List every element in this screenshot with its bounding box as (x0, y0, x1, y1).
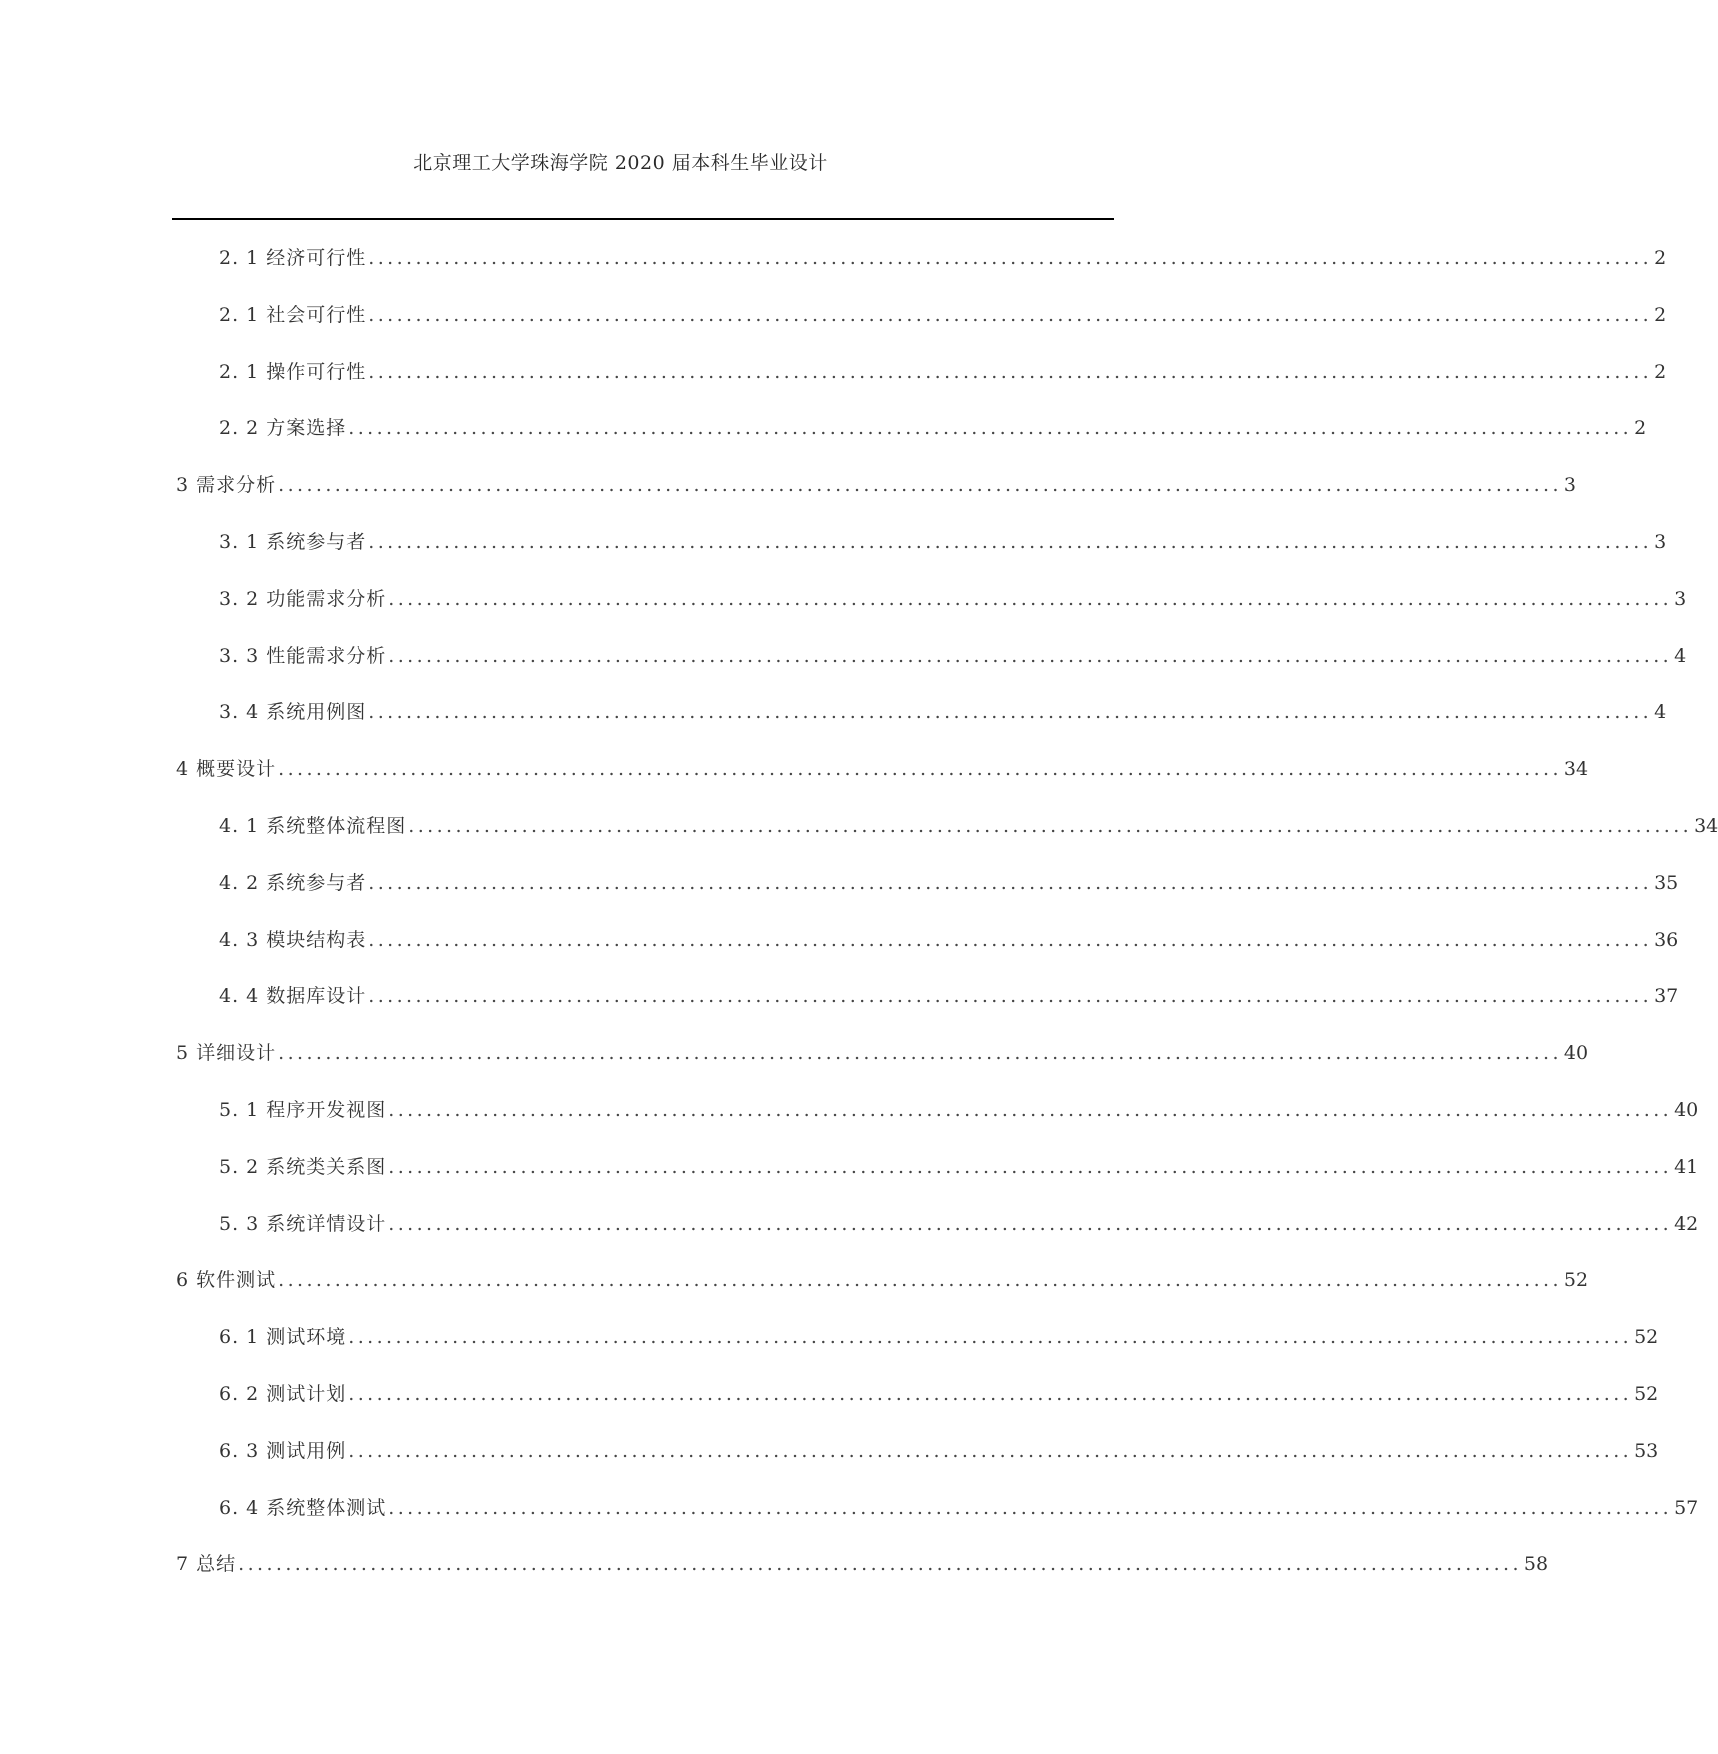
toc-entry-title: 2. 2 方案选择 (219, 417, 347, 440)
toc-entry-title: 2. 1 社会可行性 (219, 303, 367, 326)
toc-dot-leader: ........................................................................................................................................ (368, 303, 1653, 326)
toc-entry[interactable] (176, 470, 1577, 500)
toc-entry-page: 57 (1674, 1496, 1699, 1519)
toc-entry-page: 52 (1634, 1383, 1659, 1405)
toc-entry-title: 4 概要设计 (176, 758, 277, 781)
toc-dot-leader: ........................................................................................................................................ (388, 1155, 1673, 1178)
toc-entry-page: 52 (1634, 1326, 1659, 1349)
toc-entry-title: 6. 3 测试用例 (219, 1439, 347, 1462)
toc-entry[interactable] (219, 527, 1667, 557)
toc-entry[interactable] (176, 1265, 1589, 1295)
toc-entry-title: 3. 4 系统用例图 (219, 701, 367, 724)
toc-entry-title: 2. 1 操作可行性 (219, 360, 367, 383)
toc-dot-leader: ........................................................................................................................................ (348, 417, 1633, 440)
toc-entry[interactable] (219, 584, 1687, 614)
toc-entry[interactable] (219, 1152, 1699, 1182)
toc-entry[interactable] (219, 357, 1667, 387)
toc-entry[interactable] (219, 981, 1679, 1011)
toc-entry-page: 34 (1563, 758, 1589, 781)
toc-dot-leader: ........................................................................................................................................ (388, 1212, 1673, 1235)
toc-entry-page: 37 (1654, 985, 1679, 1008)
toc-entry-page: 41 (1674, 1155, 1699, 1178)
toc-dot-leader: ........................................................................................................................................ (348, 1383, 1633, 1405)
toc-dot-leader: ........................................................................................................................................ (408, 815, 1693, 837)
toc-entry-title: 5. 3 系统详情设计 (219, 1212, 387, 1235)
toc-entry[interactable] (219, 868, 1679, 898)
toc-entry-title: 3 需求分析 (176, 474, 277, 497)
toc-entry[interactable] (176, 754, 1589, 784)
toc-entry-page: 4 (1674, 644, 1687, 667)
toc-entry-page: 3 (1674, 587, 1687, 610)
toc-entry-page: 2 (1654, 247, 1667, 269)
toc-entry[interactable] (219, 1209, 1699, 1239)
toc-entry-title: 6. 1 测试环境 (219, 1326, 347, 1349)
toc-entry-page: 2 (1634, 417, 1647, 440)
toc-dot-leader: ........................................................................................................................................ (368, 985, 1653, 1008)
toc-entry-page: 2 (1654, 303, 1667, 326)
toc-entry[interactable] (176, 1038, 1589, 1068)
toc-dot-leader: ........................................................................................................................................ (238, 1553, 1522, 1576)
toc-entry-title: 2. 1 经济可行性 (219, 247, 367, 269)
toc-dot-leader: ........................................................................................................................................ (278, 1269, 1562, 1292)
toc-entry[interactable] (219, 413, 1647, 443)
toc-dot-leader: ........................................................................................................................................ (278, 1042, 1562, 1065)
toc-entry-title: 3. 1 系统参与者 (219, 531, 367, 553)
toc-entry-title: 7 总结 (176, 1553, 237, 1576)
toc-dot-leader: ........................................................................................................................................ (348, 1326, 1633, 1349)
toc-entry-title: 4. 1 系统整体流程图 (219, 815, 407, 837)
toc-entry[interactable] (219, 243, 1667, 273)
toc-entry[interactable] (219, 1436, 1659, 1466)
toc-dot-leader: ........................................................................................................................................ (278, 474, 1562, 497)
toc-entry-title: 6. 2 测试计划 (219, 1383, 347, 1405)
toc-entry-page: 34 (1694, 815, 1718, 837)
toc-entry-title: 3. 3 性能需求分析 (219, 644, 387, 667)
toc-entry-title: 3. 2 功能需求分析 (219, 587, 387, 610)
toc-entry[interactable] (219, 1379, 1659, 1409)
toc-entry[interactable] (219, 697, 1667, 727)
toc-entry[interactable] (219, 1322, 1659, 1352)
toc-entry-page: 3 (1563, 474, 1577, 497)
toc-dot-leader: ........................................................................................................................................ (388, 644, 1673, 667)
toc-dot-leader: ........................................................................................................................................ (388, 1496, 1673, 1519)
header-divider (172, 218, 1114, 220)
toc-entry-title: 5. 2 系统类关系图 (219, 1155, 387, 1178)
toc-entry[interactable] (176, 1549, 1549, 1579)
toc-dot-leader: ........................................................................................................................................ (368, 247, 1653, 269)
toc-entry-title: 4. 3 模块结构表 (219, 928, 367, 951)
toc-entry-page: 4 (1654, 701, 1667, 724)
toc-entry-title: 6. 4 系统整体测试 (219, 1496, 387, 1519)
toc-entry[interactable] (219, 300, 1667, 330)
toc-dot-leader: ........................................................................................................................................ (368, 701, 1653, 724)
toc-entry[interactable] (219, 1095, 1699, 1125)
toc-entry-title: 4. 2 系统参与者 (219, 871, 367, 894)
toc-entry-page: 3 (1654, 531, 1667, 553)
toc-entry-page: 40 (1674, 1099, 1699, 1121)
toc-dot-leader: ........................................................................................................................................ (348, 1439, 1633, 1462)
toc-dot-leader: ........................................................................................................................................ (368, 360, 1653, 383)
toc-entry-page: 40 (1563, 1042, 1589, 1065)
toc-entry-title: 4. 4 数据库设计 (219, 985, 367, 1008)
toc-entry-page: 35 (1654, 871, 1679, 894)
toc-entry-title: 5. 1 程序开发视图 (219, 1099, 387, 1121)
toc-entry-page: 36 (1654, 928, 1679, 951)
toc-dot-leader: ........................................................................................................................................ (388, 587, 1673, 610)
toc-entry-page: 2 (1654, 360, 1667, 383)
toc-dot-leader: ........................................................................................................................................ (368, 928, 1653, 951)
toc-entry[interactable] (219, 641, 1687, 671)
toc-dot-leader: ........................................................................................................................................ (278, 758, 1562, 781)
toc-entry-page: 53 (1634, 1439, 1659, 1462)
toc-entry-title: 6 软件测试 (176, 1269, 277, 1292)
toc-entry[interactable] (219, 925, 1679, 955)
toc-dot-leader: ........................................................................................................................................ (388, 1099, 1673, 1121)
toc-dot-leader: ........................................................................................................................................ (368, 531, 1653, 553)
toc-entry-page: 58 (1523, 1553, 1549, 1576)
toc-entry[interactable] (219, 811, 1718, 841)
toc-entry[interactable] (219, 1493, 1699, 1523)
toc-entry-page: 52 (1563, 1269, 1589, 1292)
toc-entry-title: 5 详细设计 (176, 1042, 277, 1065)
page-header-title: 北京理工大学珠海学院 2020 届本科生毕业设计 (413, 152, 828, 174)
toc-entry-page: 42 (1674, 1212, 1699, 1235)
toc-dot-leader: ........................................................................................................................................ (368, 871, 1653, 894)
